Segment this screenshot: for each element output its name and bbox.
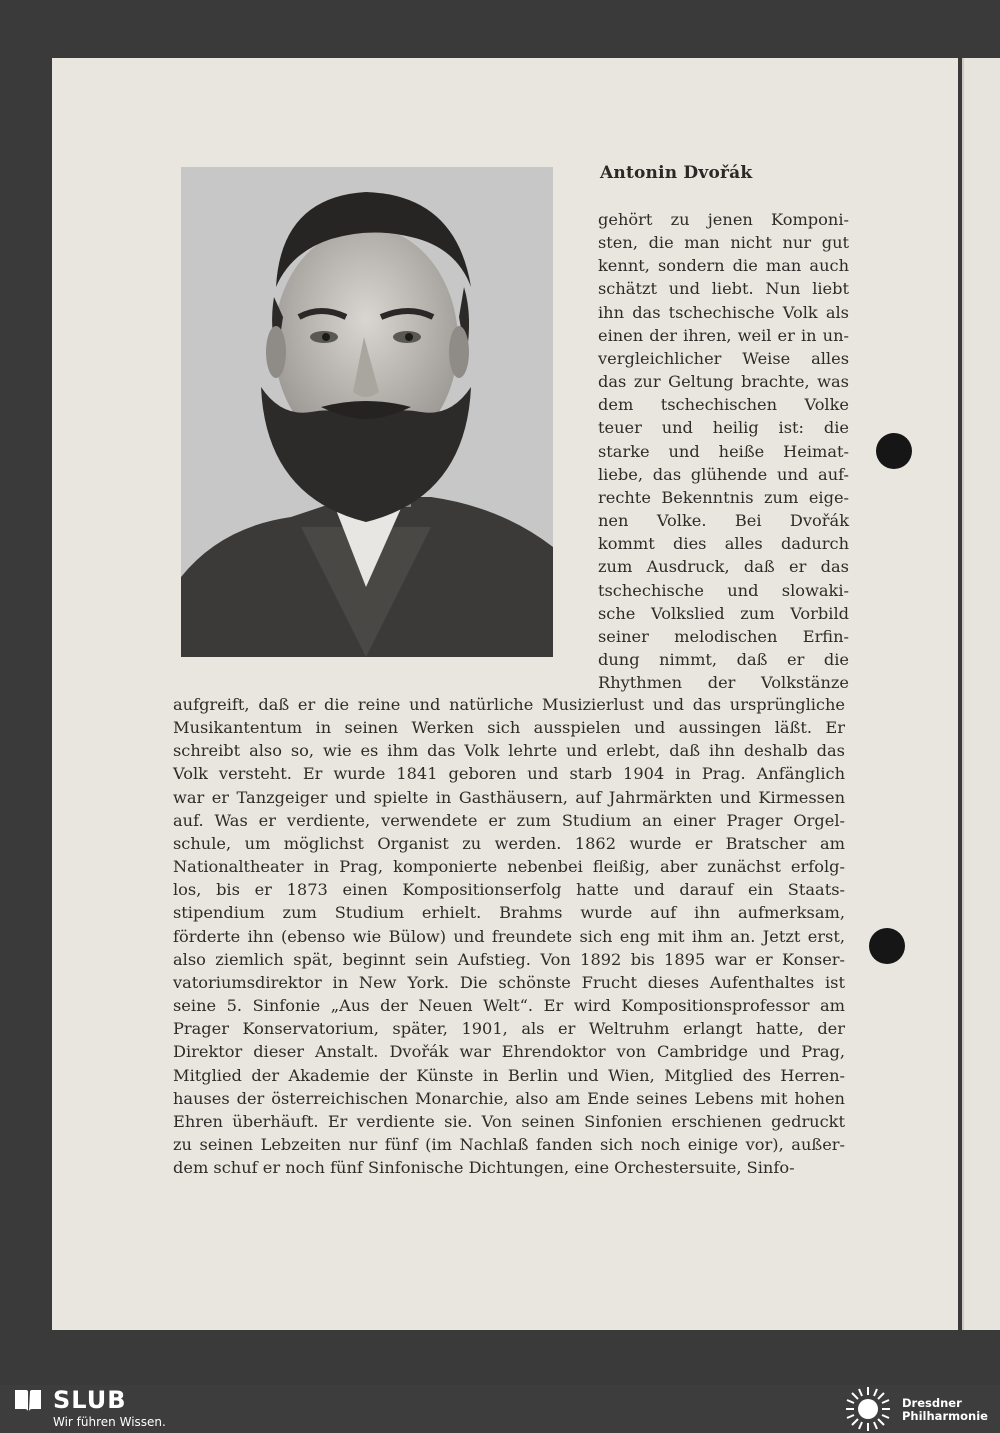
- article-title: Antonin Dvořák: [600, 163, 753, 183]
- text-line: förderte ihn (ebenso wie Bülow) und freundete sich eng mit ihm an. Jetzt erst,: [173, 926, 845, 946]
- text-line: zum Ausdruck, daß er das: [598, 557, 849, 577]
- text-line: also ziemlich spät, beginnt sein Aufstieg. Von 1892 bis 1895 war er Konser-: [173, 949, 845, 969]
- text-line: Volk versteht. Er wurde 1841 geboren und starb 1904 in Prag. Anfänglich: [173, 764, 845, 784]
- text-line: Musikantentum in seinen Werken sich ausspielen und aussingen läßt. Er: [173, 718, 845, 738]
- text-line: Mitglied der Akademie der Künste in Berlin und Wien, Mitglied des Herren-: [173, 1065, 845, 1085]
- text-line: seine 5. Sinfonie „Aus der Neuen Welt“. Er wird Kompositionsprofessor am: [173, 996, 845, 1016]
- text-line: liebe, das glühende und auf-: [598, 464, 849, 484]
- text-line: starke und heiße Heimat-: [598, 441, 849, 461]
- punch-hole-bottom: [869, 928, 905, 964]
- text-line: das zur Geltung brachte, was: [598, 372, 849, 392]
- text-line: ihn das tschechische Volk als: [598, 302, 849, 322]
- text-line: war er Tanzgeiger und spielte in Gasthäusern, auf Jahrmärkten und Kirmessen: [173, 787, 845, 807]
- book-icon[interactable]: [13, 1387, 43, 1413]
- text-line: einen der ihren, weil er in un-: [598, 325, 849, 345]
- text-line: Direktor dieser Anstalt. Dvořák war Ehrendoktor von Cambridge und Prag,: [173, 1042, 845, 1062]
- punch-hole-top: [876, 433, 912, 469]
- portrait-photo: [181, 167, 553, 657]
- text-line: schätzt und liebt. Nun liebt: [598, 279, 849, 299]
- text-line: dem tschechischen Volke: [598, 395, 849, 415]
- text-line: zu seinen Lebzeiten nur fünf (im Nachlaß fanden sich noch einige vor), außer-: [173, 1134, 845, 1154]
- text-line: vatoriumsdirektor in New York. Die schönste Frucht dieses Aufenthaltes ist: [173, 972, 845, 992]
- text-line: tschechische und slowaki-: [598, 580, 849, 600]
- article-body-text: [173, 693, 845, 1179]
- text-line: stipendium zum Studium erhielt. Brahms wurde auf ihn aufmerksam,: [173, 903, 845, 923]
- article-column-text: [598, 208, 849, 694]
- text-line: los, bis er 1873 einen Kompositionserfolg hatte und darauf ein Staats-: [173, 880, 845, 900]
- text-line: teuer und heilig ist: die: [598, 418, 849, 438]
- text-line: Nationaltheater in Prag, komponierte nebenbei fleißig, aber zunächst erfolg-: [173, 857, 845, 877]
- text-line: rechte Bekenntnis zum eige-: [598, 487, 849, 507]
- text-line: Ehren überhäuft. Er verdiente sie. Von seinen Sinfonien erschienen gedruckt: [173, 1111, 845, 1131]
- text-line: auf. Was er verdiente, verwendete er zum Studium an einer Prager Orgel-: [173, 810, 845, 830]
- text-line: Rhythmen der Volkstänze: [598, 673, 849, 693]
- library-tagline: Wir führen Wissen.: [53, 1415, 166, 1429]
- text-line: dung nimmt, daß er die: [598, 649, 849, 669]
- partner-name-line1: Dresdner: [902, 1396, 962, 1410]
- partner-logo-text[interactable]: [902, 1397, 988, 1423]
- philharmonie-sun-icon[interactable]: [842, 1385, 894, 1433]
- portrait-illustration: [181, 167, 553, 657]
- text-line: hauses der österreichischen Monarchie, also am Ende seines Lebens mit hohen: [173, 1088, 845, 1108]
- text-line: nen Volke. Bei Dvořák: [598, 511, 849, 531]
- text-line: kennt, sondern die man auch: [598, 256, 849, 276]
- library-logo-text[interactable]: SLUB: [53, 1386, 127, 1414]
- text-line: kommt dies alles dadurch: [598, 534, 849, 554]
- next-page-edge: [962, 58, 1000, 1330]
- text-line: gehört zu jenen Komponi-: [598, 210, 849, 229]
- text-line: dem schuf er noch fünf Sinfonische Dichtungen, eine Orchestersuite, Sinfo-: [173, 1158, 795, 1178]
- text-line: sche Volkslied zum Vorbild: [598, 603, 849, 623]
- text-line: schule, um möglichst Organist zu werden. 1862 wurde er Bratscher am: [173, 833, 845, 853]
- text-line: aufgreift, daß er die reine und natürliche Musizierlust und das ursprüngliche: [173, 695, 845, 714]
- partner-name-line2: Philharmonie: [902, 1409, 988, 1423]
- text-line: Prager Konservatorium, später, 1901, als er Weltruhm erlangt hatte, der: [173, 1019, 845, 1039]
- text-line: schreibt also so, wie es ihm das Volk lehrte und erlebt, daß ihn deshalb das: [173, 741, 845, 761]
- text-line: vergleichlicher Weise alles: [598, 348, 849, 368]
- text-line: sten, die man nicht nur gut: [598, 233, 849, 253]
- text-line: seiner melodischen Erfin-: [598, 626, 849, 646]
